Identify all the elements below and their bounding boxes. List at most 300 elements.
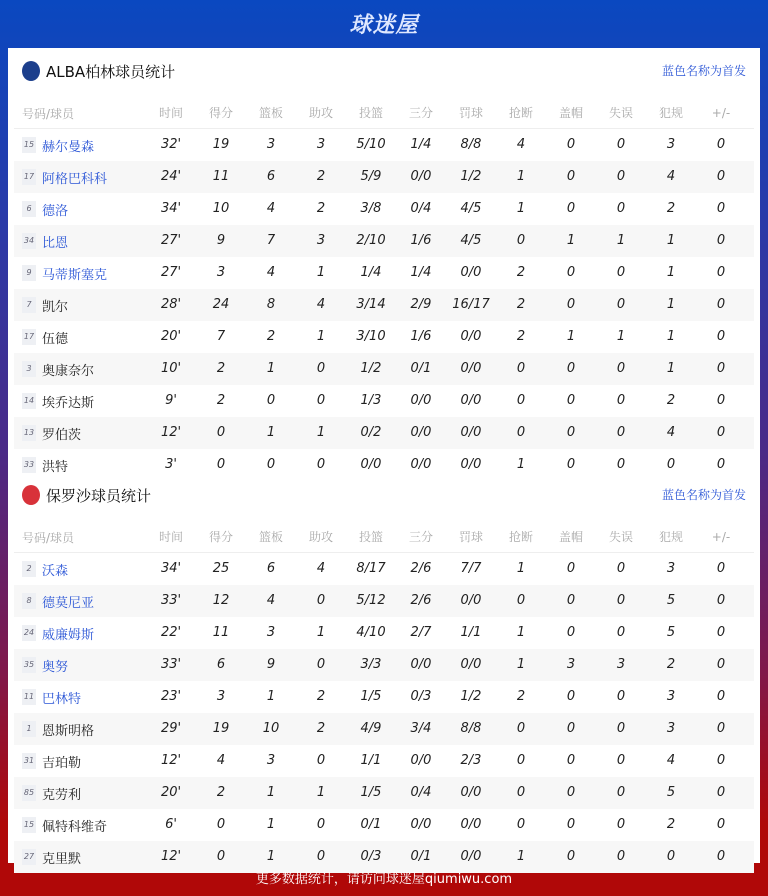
- stat-cell: 3/4: [410, 721, 432, 736]
- header-8[interactable]: 盖帽: [558, 106, 583, 120]
- player-name-cell[interactable]: [22, 681, 81, 713]
- stat-cell: 1/2: [460, 689, 482, 704]
- stat-cell: 0: [216, 849, 226, 864]
- stat-cell: 0: [316, 849, 326, 864]
- stat-cell: 2/9: [410, 297, 432, 312]
- stat-cell: 0: [716, 657, 726, 672]
- stat-cell: 0: [616, 753, 626, 768]
- jersey-number: 24: [22, 625, 36, 641]
- jersey-number: 31: [22, 753, 36, 769]
- stat-cell: 0: [716, 817, 726, 832]
- player-row[interactable]: [14, 745, 754, 777]
- stat-cell: 0/0: [460, 329, 482, 344]
- stat-cell: 2: [666, 393, 676, 408]
- player-row[interactable]: [14, 649, 754, 681]
- stat-cell: 1: [516, 657, 526, 672]
- stat-cell: 6: [216, 657, 226, 672]
- stat-cell: 0: [616, 137, 626, 152]
- stat-cell: 10: [212, 201, 230, 216]
- team-title-text: 保罗沙球员统计: [46, 486, 152, 505]
- stat-cell: 0/4: [410, 785, 432, 800]
- jersey-number: 34: [22, 233, 36, 249]
- stat-cell: 0: [716, 721, 726, 736]
- stat-cell: 3': [165, 457, 177, 472]
- stat-cell: 1/1: [460, 625, 482, 640]
- stat-cell: 1: [316, 785, 326, 800]
- player-name-cell[interactable]: [22, 713, 94, 745]
- stat-cell: 0: [616, 201, 626, 216]
- stat-cell: 2: [316, 201, 326, 216]
- player-name-cell[interactable]: [22, 417, 81, 449]
- stat-cell: 0/1: [360, 817, 382, 832]
- header-11[interactable]: +/-: [711, 530, 731, 544]
- jersey-number: 9: [22, 265, 36, 281]
- header-6[interactable]: 罚球: [458, 106, 483, 120]
- stat-cell: 0/0: [360, 457, 382, 472]
- stat-cell: 7: [216, 329, 226, 344]
- player-row[interactable]: [14, 449, 754, 481]
- player-row[interactable]: [14, 617, 754, 649]
- player-row[interactable]: [14, 417, 754, 449]
- player-name[interactable]: 德洛: [42, 203, 69, 219]
- stat-cell: 2: [216, 361, 226, 376]
- stat-cell: 0: [566, 625, 576, 640]
- stat-cell: 24: [212, 297, 230, 312]
- jersey-number: 15: [22, 137, 36, 153]
- player-name-cell[interactable]: [22, 289, 68, 321]
- player-name-cell[interactable]: [22, 129, 94, 161]
- stat-cell: 1: [516, 849, 526, 864]
- stat-cell: 3: [666, 137, 676, 152]
- stat-cell: 3: [666, 721, 676, 736]
- stat-cell: 8/8: [460, 721, 482, 736]
- stat-cell: 11: [212, 169, 230, 184]
- stat-cell: 0: [716, 169, 726, 184]
- stat-cell: 0/0: [460, 457, 482, 472]
- player-name-cell[interactable]: [22, 161, 107, 193]
- stat-cell: 22': [160, 625, 182, 640]
- jersey-number: 7: [22, 297, 36, 313]
- stat-cell: 0: [716, 201, 726, 216]
- stat-cell: 0: [316, 393, 326, 408]
- stat-cell: 3: [616, 657, 626, 672]
- player-name-cell[interactable]: [22, 257, 107, 289]
- stat-cell: 3: [216, 265, 226, 280]
- player-name-cell[interactable]: [22, 193, 68, 225]
- stat-cell: 3: [266, 753, 276, 768]
- stat-cell: 1: [316, 625, 326, 640]
- stat-cell: 1: [566, 233, 576, 248]
- player-name[interactable]: 赫尔曼森: [42, 139, 95, 155]
- stat-cell: 4: [666, 753, 676, 768]
- stat-cell: 3: [666, 689, 676, 704]
- stat-cell: 0: [516, 233, 526, 248]
- stat-cell: 25: [212, 561, 230, 576]
- stat-cell: 12': [160, 849, 182, 864]
- header-8[interactable]: 盖帽: [558, 530, 583, 544]
- player-name[interactable]: 凯尔: [42, 299, 69, 315]
- stat-cell: 1/4: [410, 265, 432, 280]
- stat-cell: 8: [266, 297, 276, 312]
- stat-cell: 0: [566, 593, 576, 608]
- stat-cell: 1: [266, 817, 276, 832]
- team-title: [22, 482, 151, 508]
- header-10[interactable]: 犯规: [658, 530, 683, 544]
- stat-cell: 2/3: [460, 753, 482, 768]
- player-name-cell[interactable]: [22, 745, 81, 777]
- stat-cell: 0: [566, 361, 576, 376]
- stat-cell: 1: [316, 329, 326, 344]
- player-name-cell[interactable]: [22, 321, 68, 353]
- stat-cell: 2: [316, 689, 326, 704]
- player-name[interactable]: 吉珀勒: [42, 755, 82, 771]
- stat-cell: 0: [716, 849, 726, 864]
- stat-cell: 7: [266, 233, 276, 248]
- stat-cell: 0: [566, 265, 576, 280]
- stat-cell: 4: [666, 169, 676, 184]
- jersey-number: 11: [22, 689, 36, 705]
- jersey-number: 8: [22, 593, 36, 609]
- player-row[interactable]: [14, 353, 754, 385]
- brand-logo: 球迷屋: [349, 13, 419, 38]
- stat-cell: 12': [160, 425, 182, 440]
- player-name[interactable]: 罗伯茨: [42, 427, 82, 443]
- player-row[interactable]: [14, 225, 754, 257]
- stat-cell: 9': [165, 393, 177, 408]
- stat-cell: 0: [566, 785, 576, 800]
- player-name[interactable]: 马蒂斯塞克: [42, 267, 108, 283]
- header-1[interactable]: 得分: [208, 106, 233, 120]
- header-3[interactable]: 助攻: [308, 530, 333, 544]
- footer-banner[interactable]: 更多数据统计，请访问球迷屋qiumiwu.com: [255, 872, 513, 887]
- header-4[interactable]: 投篮: [358, 106, 383, 120]
- stat-cell: 2: [516, 297, 526, 312]
- player-name-cell[interactable]: [22, 225, 68, 257]
- header-player: 号码/球员: [22, 530, 75, 545]
- stat-cell: 0: [266, 457, 276, 472]
- stat-cell: 1/6: [410, 329, 432, 344]
- stat-cell: 0: [616, 361, 626, 376]
- stat-cell: 9: [216, 233, 226, 248]
- header-3[interactable]: 助攻: [308, 106, 333, 120]
- player-name-cell[interactable]: [22, 617, 94, 649]
- jersey-number: 27: [22, 849, 36, 865]
- stat-cell: 0/0: [410, 657, 432, 672]
- stat-cell: 0: [516, 361, 526, 376]
- stat-cell: 0: [566, 457, 576, 472]
- stat-cell: 27': [160, 233, 182, 248]
- stat-cell: 0: [566, 689, 576, 704]
- stat-cell: 2: [216, 785, 226, 800]
- header-4[interactable]: 投篮: [358, 530, 383, 544]
- stat-cell: 1/5: [360, 689, 382, 704]
- player-row[interactable]: [14, 161, 754, 193]
- jersey-number: 17: [22, 329, 36, 345]
- player-name-cell[interactable]: [22, 585, 94, 617]
- player-name[interactable]: 埃乔达斯: [42, 395, 95, 411]
- stat-cell: 3/8: [360, 201, 382, 216]
- stat-cell: 0/0: [410, 817, 432, 832]
- stat-cell: 0: [516, 785, 526, 800]
- stat-cell: 3: [266, 625, 276, 640]
- player-name-cell[interactable]: [22, 449, 68, 481]
- player-name[interactable]: 威廉姆斯: [42, 627, 95, 643]
- stat-cell: 2: [316, 721, 326, 736]
- stat-cell: 0: [616, 393, 626, 408]
- player-row[interactable]: [14, 585, 754, 617]
- player-row[interactable]: [14, 777, 754, 809]
- stat-cell: 1: [316, 425, 326, 440]
- stat-cell: 11: [212, 625, 230, 640]
- stat-cell: 0: [566, 817, 576, 832]
- header-5[interactable]: 三分: [408, 106, 433, 120]
- header-2[interactable]: 篮板: [258, 530, 283, 544]
- stat-cell: 0: [516, 393, 526, 408]
- player-name-cell[interactable]: [22, 553, 68, 585]
- stat-cell: 0: [566, 393, 576, 408]
- player-row[interactable]: [14, 385, 754, 417]
- table-header: [14, 97, 754, 129]
- stat-cell: 0: [566, 137, 576, 152]
- stat-cell: 0: [566, 721, 576, 736]
- header-6[interactable]: 罚球: [458, 530, 483, 544]
- team-title-text: ALBA柏林球员统计: [46, 62, 176, 81]
- stat-cell: 0/0: [460, 593, 482, 608]
- stat-cell: 2: [516, 265, 526, 280]
- stat-cell: 0/0: [460, 425, 482, 440]
- stat-cell: 1/5: [360, 785, 382, 800]
- stat-cell: 0: [316, 593, 326, 608]
- stat-cell: 1: [266, 849, 276, 864]
- player-name[interactable]: 德莫尼亚: [42, 595, 95, 611]
- stat-cell: 5: [666, 785, 676, 800]
- stat-cell: 2: [516, 329, 526, 344]
- player-name[interactable]: 奥努: [42, 659, 69, 675]
- jersey-number: 1: [22, 721, 36, 737]
- player-name-cell[interactable]: [22, 353, 94, 385]
- stat-cell: 0/0: [460, 265, 482, 280]
- stat-cell: 0: [716, 425, 726, 440]
- stat-cell: 4: [316, 561, 326, 576]
- stat-cell: 0: [216, 817, 226, 832]
- player-name[interactable]: 洪特: [42, 459, 69, 475]
- team-title: [22, 58, 175, 84]
- stat-cell: 0: [616, 265, 626, 280]
- stat-cell: 0: [266, 393, 276, 408]
- stat-cell: 0: [716, 561, 726, 576]
- header-1[interactable]: 得分: [208, 530, 233, 544]
- stat-cell: 0: [666, 457, 676, 472]
- stat-cell: 0: [716, 593, 726, 608]
- stat-cell: 20': [160, 785, 182, 800]
- stat-cell: 12: [212, 593, 230, 608]
- stat-cell: 0: [566, 169, 576, 184]
- stat-cell: 0/0: [460, 657, 482, 672]
- jersey-number: 17: [22, 169, 36, 185]
- stat-cell: 4/5: [460, 201, 482, 216]
- stat-cell: 1: [266, 689, 276, 704]
- header-7[interactable]: 抢断: [508, 530, 533, 544]
- player-name[interactable]: 伍德: [42, 331, 69, 347]
- stat-cell: 33': [160, 657, 182, 672]
- player-row[interactable]: [14, 809, 754, 841]
- stat-cell: 0/3: [360, 849, 382, 864]
- player-name[interactable]: 佩特科维奇: [42, 819, 108, 835]
- player-name-cell[interactable]: [22, 809, 107, 841]
- stat-cell: 0: [316, 817, 326, 832]
- stat-cell: 2: [666, 657, 676, 672]
- stat-cell: 1: [516, 457, 526, 472]
- player-name[interactable]: 沃森: [42, 563, 69, 579]
- player-row[interactable]: [14, 681, 754, 713]
- jersey-number: 33: [22, 457, 36, 473]
- stat-cell: 3: [566, 657, 576, 672]
- stat-cell: 33': [160, 593, 182, 608]
- stat-cell: 0: [566, 849, 576, 864]
- stat-cell: 3: [266, 137, 276, 152]
- stat-cell: 1/1: [360, 753, 382, 768]
- stat-cell: 0/0: [410, 393, 432, 408]
- header-11[interactable]: +/-: [711, 106, 731, 120]
- stat-cell: 1/2: [360, 361, 382, 376]
- stat-cell: 0: [716, 329, 726, 344]
- stat-cell: 2: [316, 169, 326, 184]
- stat-cell: 5/9: [360, 169, 382, 184]
- player-row[interactable]: [14, 129, 754, 161]
- jersey-number: 15: [22, 817, 36, 833]
- stat-cell: 6: [266, 169, 276, 184]
- stat-cell: 32': [160, 137, 182, 152]
- player-name[interactable]: 恩斯明格: [42, 723, 95, 739]
- stat-cell: 5: [666, 625, 676, 640]
- stat-cell: 8/17: [356, 561, 386, 576]
- stat-cell: 0: [566, 297, 576, 312]
- stat-cell: 0: [716, 689, 726, 704]
- stat-cell: 2: [516, 689, 526, 704]
- stat-cell: 0/2: [360, 425, 382, 440]
- stat-cell: 20': [160, 329, 182, 344]
- stat-cell: 0: [716, 457, 726, 472]
- stat-cell: 1/2: [460, 169, 482, 184]
- stats-card: [8, 48, 760, 867]
- stat-cell: 0: [616, 625, 626, 640]
- stat-cell: 0: [516, 817, 526, 832]
- stat-cell: 2/10: [356, 233, 386, 248]
- stat-cell: 1/6: [410, 233, 432, 248]
- player-name[interactable]: 巴林特: [42, 691, 82, 707]
- header-0[interactable]: 时间: [158, 530, 183, 544]
- stat-cell: 0/3: [410, 689, 432, 704]
- player-row[interactable]: [14, 257, 754, 289]
- stat-cell: 0: [616, 297, 626, 312]
- player-row[interactable]: [14, 193, 754, 225]
- stat-cell: 10: [262, 721, 280, 736]
- header-9[interactable]: 失误: [608, 530, 633, 544]
- player-name-cell[interactable]: [22, 649, 68, 681]
- header-2[interactable]: 篮板: [258, 106, 283, 120]
- stat-cell: 1/4: [410, 137, 432, 152]
- stat-cell: 4: [516, 137, 526, 152]
- stat-cell: 0: [616, 785, 626, 800]
- stat-cell: 16/17: [452, 297, 490, 312]
- player-row[interactable]: [14, 321, 754, 353]
- player-row[interactable]: [14, 713, 754, 745]
- stat-cell: 2/6: [410, 561, 432, 576]
- stat-cell: 4/5: [460, 233, 482, 248]
- stat-cell: 2: [266, 329, 276, 344]
- stat-cell: 5: [666, 593, 676, 608]
- jersey-number: 6: [22, 201, 36, 217]
- header-0[interactable]: 时间: [158, 106, 183, 120]
- header-5[interactable]: 三分: [408, 530, 433, 544]
- header-9[interactable]: 失误: [608, 106, 633, 120]
- stat-cell: 0: [716, 753, 726, 768]
- stat-cell: 0: [316, 361, 326, 376]
- player-name[interactable]: 克劳利: [42, 787, 82, 803]
- stat-cell: 6': [165, 817, 177, 832]
- stat-cell: 0: [616, 593, 626, 608]
- stat-cell: 1: [266, 425, 276, 440]
- stat-cell: 1: [516, 625, 526, 640]
- player-name-cell[interactable]: [22, 777, 81, 809]
- stat-cell: 3/10: [356, 329, 386, 344]
- stat-cell: 0: [716, 265, 726, 280]
- paris-basketball-logo-icon: [22, 485, 40, 505]
- stat-cell: 0: [616, 457, 626, 472]
- player-name-cell[interactable]: [22, 385, 94, 417]
- header-7[interactable]: 抢断: [508, 106, 533, 120]
- stat-cell: 1: [616, 329, 626, 344]
- player-name[interactable]: 克里默: [42, 851, 82, 867]
- stat-cell: 3: [316, 137, 326, 152]
- jersey-number: 14: [22, 393, 36, 409]
- stat-cell: 4: [316, 297, 326, 312]
- stat-cell: 28': [160, 297, 182, 312]
- stat-cell: 1: [266, 785, 276, 800]
- stat-cell: 0: [716, 137, 726, 152]
- stat-cell: 0: [666, 849, 676, 864]
- stat-cell: 5/12: [356, 593, 386, 608]
- stat-cell: 1: [666, 265, 676, 280]
- stat-cell: 0: [616, 849, 626, 864]
- stat-cell: 4/10: [356, 625, 386, 640]
- stat-cell: 0/0: [460, 361, 482, 376]
- stat-cell: 23': [160, 689, 182, 704]
- stat-cell: 0: [316, 457, 326, 472]
- header-10[interactable]: 犯规: [658, 106, 683, 120]
- stat-cell: 0: [216, 457, 226, 472]
- stat-cell: 0: [316, 657, 326, 672]
- stat-cell: 34': [160, 201, 182, 216]
- stat-cell: 0/0: [410, 425, 432, 440]
- stat-cell: 1: [666, 233, 676, 248]
- stat-cell: 0/0: [460, 785, 482, 800]
- stat-cell: 34': [160, 561, 182, 576]
- stat-cell: 0: [716, 233, 726, 248]
- player-name[interactable]: 阿格巴科科: [42, 171, 108, 187]
- player-row[interactable]: [14, 553, 754, 585]
- jersey-number: 85: [22, 785, 36, 801]
- stat-cell: 19: [212, 721, 230, 736]
- stat-cell: 24': [160, 169, 182, 184]
- stat-cell: 0/0: [410, 169, 432, 184]
- stat-cell: 0: [566, 753, 576, 768]
- player-name[interactable]: 比恩: [42, 235, 69, 251]
- jersey-number: 2: [22, 561, 36, 577]
- player-name[interactable]: 奥康奈尔: [42, 363, 95, 379]
- stat-cell: 19: [212, 137, 230, 152]
- player-row[interactable]: [14, 289, 754, 321]
